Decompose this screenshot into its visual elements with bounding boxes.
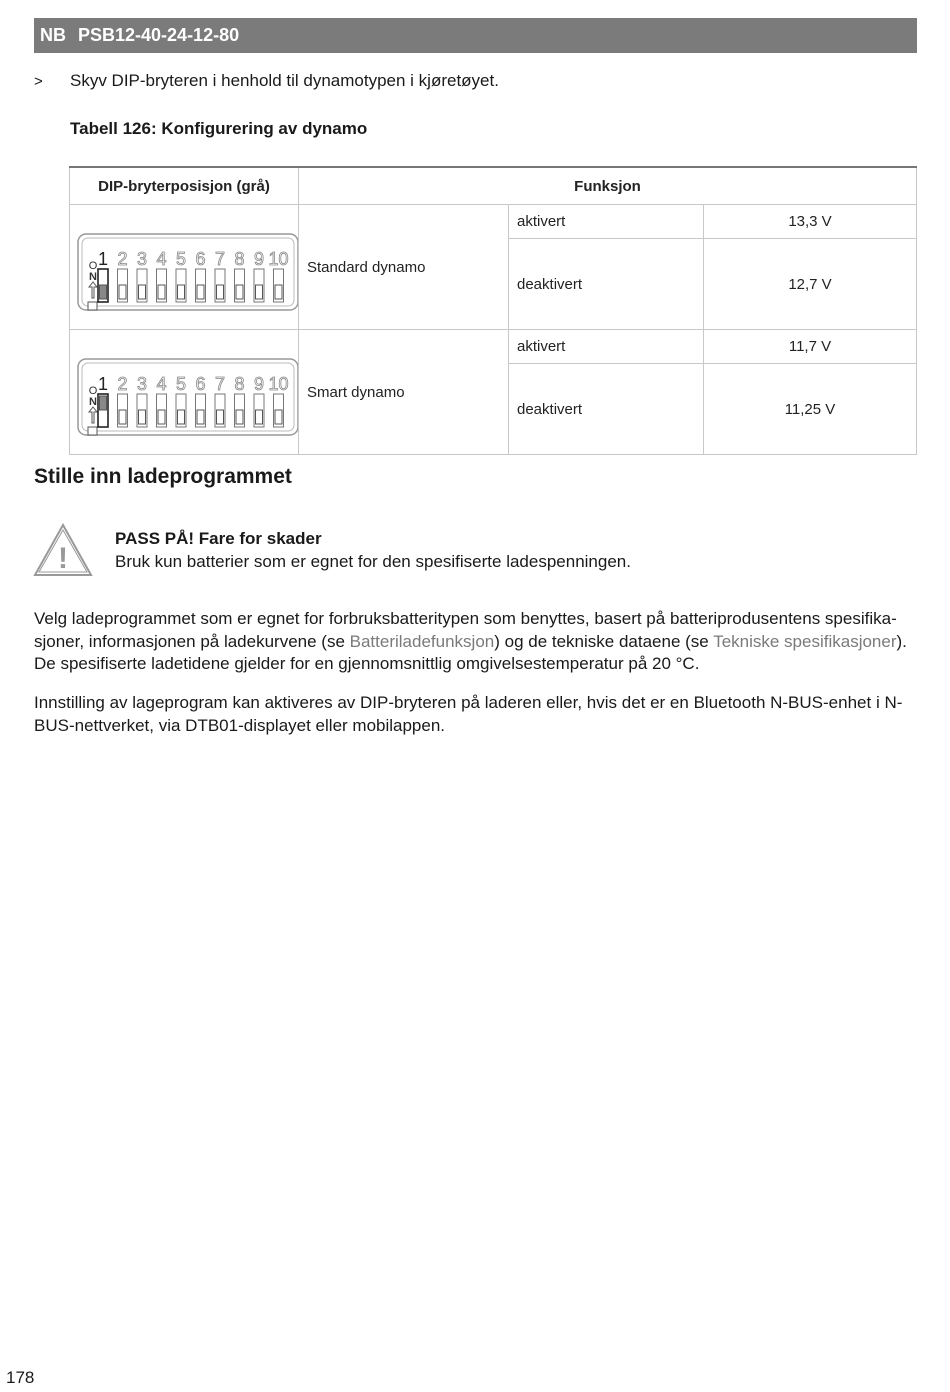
dip-outer-frame	[78, 359, 298, 435]
paragraph-settings: Innstilling av lageprogram kan aktiveres av DIP-bryteren på laderen eller, hvis det er en Bluetooth N-BUS-enhet i N-BUS-nettverket, via DTB01-displayet eller mobilappen.	[34, 693, 903, 735]
link-battery-charge-function[interactable]: Batteriladefunksjon	[349, 631, 495, 651]
dip-switch-knob	[139, 410, 146, 424]
dip-switch-knob	[275, 410, 282, 424]
paragraph-text: Velg ladeprogrammet som er egnet for forbruksbatteritypen som benyttes, basert på batteriprodusentens spesifika-sjoner, informasjonen på ladekurvene (se	[34, 609, 897, 651]
dip-switch-number: 5	[175, 373, 187, 394]
model-name: PSB12-40-24-12-80	[78, 25, 240, 45]
voltage-on-value: 13,3 V	[704, 205, 917, 239]
dynamo-config-table	[69, 166, 917, 455]
dip-switch-knob	[100, 285, 107, 299]
dip-switch-diagram	[70, 220, 298, 315]
dip-switch-diagram	[70, 345, 298, 440]
table-row	[70, 205, 917, 239]
dip-marker-square	[88, 302, 97, 310]
dip-switch-number: 1	[97, 248, 109, 269]
dip-on-label: N	[89, 270, 97, 283]
dip-switch-number: 3	[136, 248, 148, 269]
step-marker-icon: >	[34, 73, 43, 90]
dynamo-type-label: Smart dynamo	[299, 330, 509, 455]
dip-switch-number: 1	[97, 373, 109, 394]
dip-switch-number: 2	[117, 373, 128, 394]
col-header-function: Funksjon	[299, 167, 917, 205]
dip-switch-number: 7	[214, 373, 226, 394]
dip-switch-knob	[119, 410, 126, 424]
dip-switch-knob	[275, 285, 282, 299]
dip-switch-cell	[70, 330, 299, 455]
dip-on-label: O	[88, 259, 98, 272]
dip-outer-frame	[78, 234, 298, 310]
voltage-on-value: 11,7 V	[704, 330, 917, 364]
table-caption: Tabell 126: Konfigurering av dynamo	[70, 119, 368, 138]
dynamo-type-label: Standard dynamo	[299, 205, 509, 330]
dip-switch-number: 4	[156, 373, 167, 394]
warning-triangle-icon	[33, 523, 93, 577]
page-header-bar	[34, 18, 917, 53]
dip-switch-number: 4	[156, 248, 167, 269]
dip-on-label: O	[88, 384, 98, 397]
dip-switch-knob	[217, 410, 224, 424]
language-code: NB	[40, 25, 66, 45]
dip-switch-number: 10	[268, 373, 289, 394]
voltage-off-value: 12,7 V	[704, 239, 917, 330]
dip-on-label: N	[89, 395, 97, 408]
link-technical-specifications[interactable]: Tekniske spesifikasjoner	[713, 631, 897, 651]
table-header-row	[70, 167, 917, 205]
dip-switch-knob	[236, 285, 243, 299]
page-number: 178	[6, 1368, 35, 1387]
state-off-label: deaktivert	[509, 239, 704, 330]
dip-switch-number: 2	[117, 248, 128, 269]
dip-switch-number: 7	[214, 248, 226, 269]
paragraph-text: ) og de tekniske dataene (se	[494, 631, 714, 651]
col-header-dip: DIP-bryterposisjon (grå)	[70, 167, 299, 205]
state-on-label: aktivert	[509, 205, 704, 239]
dip-switch-number: 6	[195, 248, 206, 269]
dip-switch-knob	[158, 410, 165, 424]
step-text: Skyv DIP-bryteren i henhold til dynamotypen i kjøretøyet.	[70, 71, 499, 90]
instruction-step	[34, 71, 499, 91]
dip-switch-number: 8	[234, 248, 245, 269]
dip-switch-number: 8	[234, 373, 245, 394]
dip-switch-number: 10	[268, 248, 289, 269]
state-on-label: aktivert	[509, 330, 704, 364]
voltage-off-value: 11,25 V	[704, 364, 917, 455]
dip-switch-knob	[178, 285, 185, 299]
warning-exclamation: !	[58, 542, 68, 575]
dip-switch-knob	[158, 285, 165, 299]
dip-switch-knob	[100, 396, 107, 410]
dip-switch-cell	[70, 205, 299, 330]
state-off-label: deaktivert	[509, 364, 704, 455]
dip-switch-number: 5	[175, 248, 187, 269]
dip-switch-number: 6	[195, 373, 206, 394]
section-title: Stille inn ladeprogrammet	[34, 465, 292, 488]
dip-switch-knob	[236, 410, 243, 424]
dip-switch-knob	[197, 410, 204, 424]
dip-switch-knob	[217, 285, 224, 299]
dip-switch-knob	[256, 285, 263, 299]
dip-switch-knob	[119, 285, 126, 299]
paragraph-text: ). De spesifiserte ladetidene gjelder for en gjennomsnittlig omgivelsestemperatur på 20 °C.	[34, 631, 907, 673]
dip-switch-knob	[139, 285, 146, 299]
paragraph-charge-program	[34, 608, 918, 676]
dip-switch-knob	[197, 285, 204, 299]
dip-switch-knob	[178, 410, 185, 424]
warning-text: Bruk kun batterier som er egnet for den spesifiserte ladespenningen.	[115, 552, 631, 571]
table-row	[70, 330, 917, 364]
warning-title: PASS PÅ! Fare for skader	[115, 529, 322, 548]
dip-switch-number: 9	[253, 248, 265, 269]
dip-switch-number: 9	[253, 373, 265, 394]
dip-marker-square	[88, 427, 97, 435]
dip-switch-knob	[256, 410, 263, 424]
dip-switch-number: 3	[136, 373, 148, 394]
